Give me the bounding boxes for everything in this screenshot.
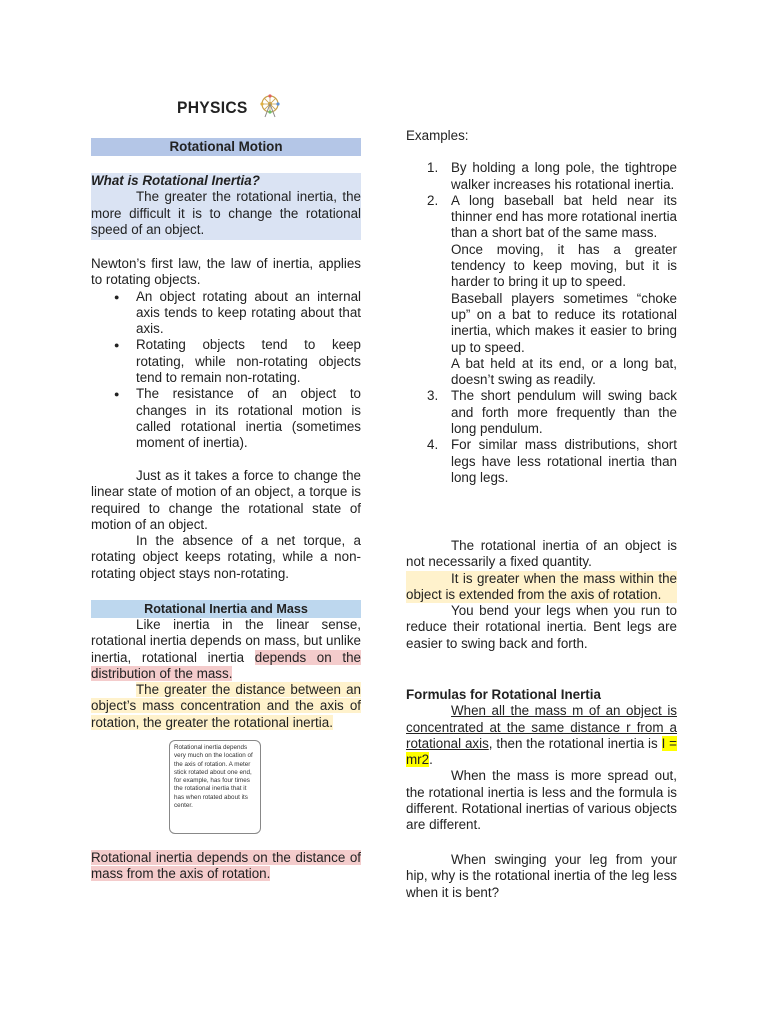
examples-list <box>406 160 677 486</box>
newton-intro: Newton’s first law, the law of inertia, applies to rotating objects. <box>91 256 361 288</box>
formulas-section <box>406 687 677 834</box>
list-item: ● Rotating objects tend to keep rotating, while non-rotating objects tend to remain non-rotating. <box>91 337 361 386</box>
section-header-rotational-motion: Rotational Motion <box>91 138 361 156</box>
definition-question: What is Rotational Inertia? <box>91 173 260 188</box>
list-item: 4. For similar mass distributions, short legs have less rotational inertia than long legs. <box>427 437 677 485</box>
torque-paragraph-1: Just as it takes a force to change the linear state of motion of an object, a torque is required to change the rotational state of motion of an object. <box>91 468 361 532</box>
mass-paragraph-1: Like inertia in the linear sense, rotational inertia depends on mass, but unlike inertia, rotational inertia depends on the distribution of the mass. <box>91 617 361 681</box>
torque-paragraph-2: In the absence of a net torque, a rotating object keeps rotating, while a non-rotating object stays non-rotating. <box>91 533 361 581</box>
torque-section <box>91 468 361 582</box>
fixed-quantity-section <box>406 538 677 652</box>
spread-paragraph: When the mass is more spread out, the rotational inertia is less and the formula is different. Rotational inertias of various objects are different. <box>406 768 677 833</box>
list-item: ● An object rotating about an internal axis tends to keep rotating about that axis. <box>91 289 361 338</box>
fixed-quantity-paragraph: The rotational inertia of an object is not necessarily a fixed quantity. <box>406 538 677 570</box>
highlight-distribution: depends on the distribution of the mass. <box>91 649 361 681</box>
bottom-note: Rotational inertia depends on the distance of mass from the axis of rotation. <box>91 850 361 882</box>
newton-section <box>91 256 361 452</box>
list-item: 3. The short pendulum will swing back and forth more frequently than the long pendulum. <box>427 388 677 437</box>
formula-paragraph: When all the mass m of an object is concentrated at the same distance r from a rotational axis, then the rotational inertia is I = mr2. <box>406 703 677 768</box>
formula-equation: I = mr2 <box>406 735 677 768</box>
definition-answer: The greater the rotational inertia, the more difficult it is to change the rotational speed of an object. <box>91 189 361 237</box>
question-paragraph: When swinging your leg from your hip, why is the rotational inertia of the leg less when it is bent? <box>406 852 677 900</box>
page-header <box>177 94 280 122</box>
question-section <box>406 852 677 901</box>
figure-caption: Rotational inertia depends very much on the location of the axis of rotation. A meter stick rotated about one end, for example, has four times the rotational inertia that it has when rotated about its center. <box>174 744 253 810</box>
list-item: ● The resistance of an object to changes in its rotational motion is called rotational inertia (sometimes moment of inertia). <box>91 386 361 451</box>
legs-paragraph: You bend your legs when you run to reduce their rotational inertia. Bent legs are easier to swing back and forth. <box>406 603 677 651</box>
mass-paragraph-2: The greater the distance between an object’s mass concentration and the axis of rotation, the greater the rotational inertia. <box>91 682 361 730</box>
figure-caption-box <box>169 740 261 834</box>
newton-bullets <box>91 289 361 452</box>
list-item: 2. A long baseball bat held near its thinner end has more rotational inertia than a short bat of the same mass. Once moving, it has a greater tendency to keep moving, but it is harder to bring it up to speed. Baseball players sometimes “choke up” on a bat to reduce its rotational inertia, which makes it easier to bring up to speed. A bat held at its end, or a long bat, doesn’t swing as readily. <box>427 192 677 388</box>
examples-section <box>406 128 677 486</box>
examples-label: Examples: <box>406 128 469 143</box>
fixed-quantity-highlight: It is greater when the mass within the object is extended from the axis of rotation. <box>406 570 677 602</box>
page-title: PHYSICS <box>177 98 248 117</box>
definition-box <box>91 173 361 240</box>
section-header-inertia-mass: Rotational Inertia and Mass <box>91 600 361 618</box>
ferris-wheel-icon <box>260 94 280 122</box>
mass-section <box>91 617 361 731</box>
list-item: 1. By holding a long pole, the tightrope walker increases his rotational inertia. <box>427 160 677 192</box>
formulas-title: Formulas for Rotational Inertia <box>406 687 601 702</box>
